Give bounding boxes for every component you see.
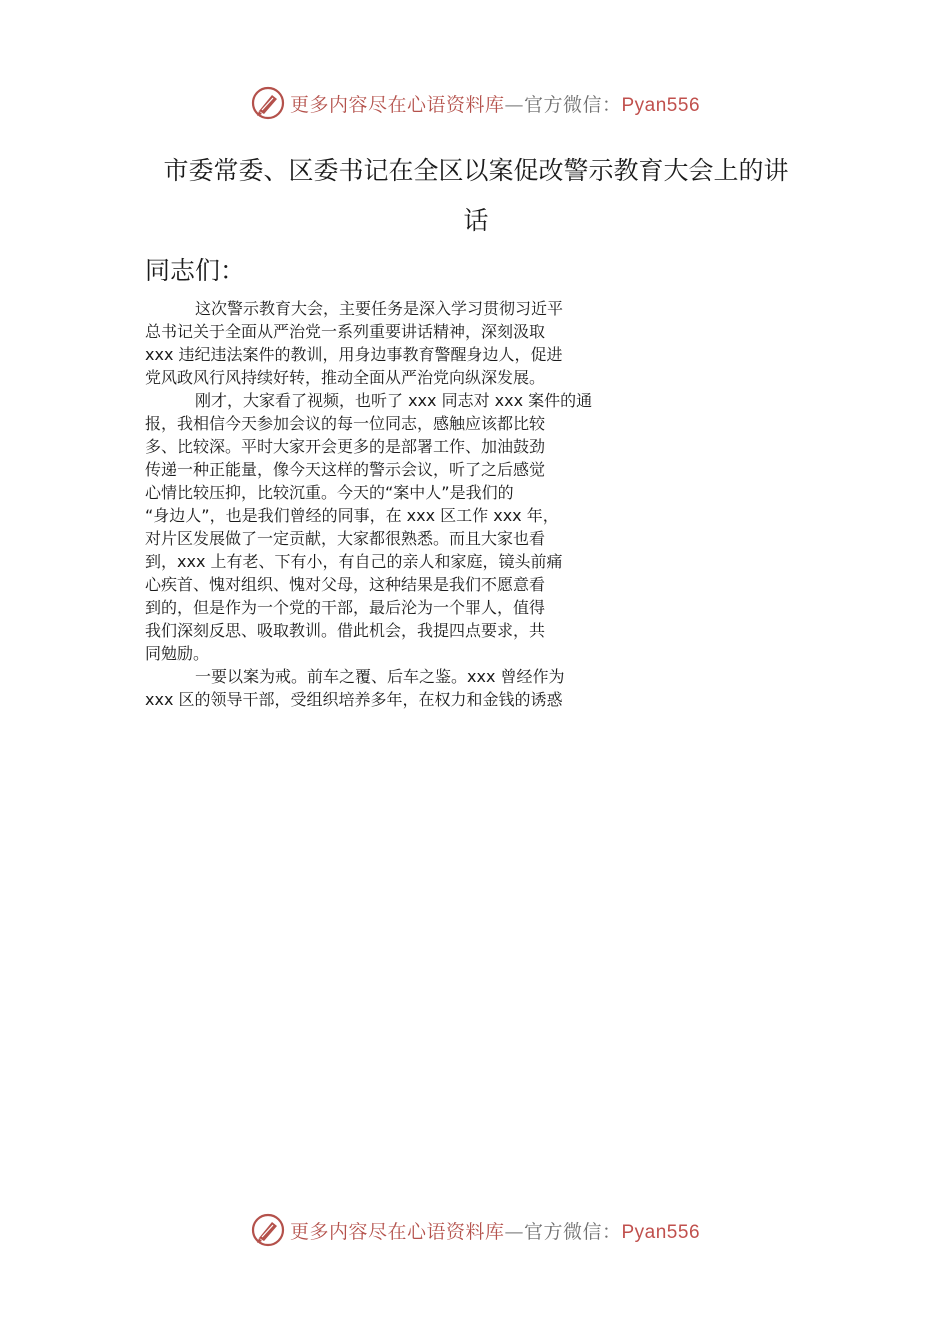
paragraph-line: 这次警示教育大会，主要任务是深入学习贯彻习近平 — [195, 299, 564, 318]
paragraph-line: xxx 区的领导干部，受组织培养多年，在权力和金钱的诱惑 — [145, 690, 563, 709]
document-title-continued: 话 — [463, 206, 489, 235]
greeting: 同志们： — [145, 256, 246, 285]
paragraph-line: 一要以案为戒。前车之覆、后车之鉴。xxx 曾经作为 — [195, 667, 565, 686]
paragraph-line: xxx 违纪违法案件的教训，用身边事教育警醒身边人，促进 — [145, 345, 563, 364]
paragraph-1 — [145, 296, 807, 388]
watermark-text: 更多内容尽在心语资料库 — [289, 1220, 505, 1243]
paragraph-line: 报，我相信今天参加会议的每一位同志，感触应该都比较 — [145, 414, 546, 433]
paragraph-line: 总书记关于全面从严治党一系列重要讲话精神，深刻汲取 — [145, 322, 546, 341]
watermark-text: 更多内容尽在心语资料库 — [289, 93, 505, 116]
paragraph-line: 多、比较深。平时大家开会更多的是部署工作、加油鼓劲 — [145, 437, 546, 456]
paragraph-line: 党风政风行风持续好转，推动全面从严治党向纵深发展。 — [145, 368, 546, 387]
footer-watermark — [0, 1210, 950, 1250]
watermark-wechat-id: Pyan556 — [621, 1221, 701, 1243]
pen-nib-logo-icon — [250, 85, 286, 121]
paragraph-3 — [145, 664, 807, 710]
header-watermark — [0, 83, 950, 123]
watermark-dash: — — [504, 93, 524, 116]
paragraph-line: 到，xxx 上有老、下有小，有自己的亲人和家庭，镜头前痛 — [145, 552, 563, 571]
document-title: 市委常委、区委书记在全区以案促改警示教育大会上的讲 — [163, 156, 789, 185]
watermark-dash: — — [504, 1220, 524, 1243]
paragraph-line: 同勉励。 — [145, 644, 210, 663]
paragraph-line: 刚才，大家看了视频，也听了 xxx 同志对 xxx 案件的通 — [195, 391, 593, 410]
paragraph-line: 传递一种正能量，像今天这样的警示会议，听了之后感觉 — [145, 460, 546, 479]
paragraph-line: 对片区发展做了一定贡献，大家都很熟悉。而且大家也看 — [145, 529, 546, 548]
paragraph-2 — [145, 388, 807, 664]
paragraph-line: “身边人”，也是我们曾经的同事，在 xxx 区工作 xxx 年， — [145, 506, 559, 525]
watermark-wechat-label: 官方微信： — [523, 1220, 622, 1243]
watermark-wechat-label: 官方微信： — [523, 93, 622, 116]
paragraph-line: 我们深刻反思、吸取教训。借此机会，我提四点要求，共 — [145, 621, 546, 640]
pen-nib-logo-icon — [250, 1212, 286, 1248]
watermark-wechat-id: Pyan556 — [621, 94, 701, 116]
paragraph-line: 心疾首、愧对组织、愧对父母，这种结果是我们不愿意看 — [145, 575, 546, 594]
paragraph-line: 到的，但是作为一个党的干部，最后沦为一个罪人，值得 — [145, 598, 546, 617]
document-body — [145, 146, 807, 710]
paragraph-line: 心情比较压抑，比较沉重。今天的“案中人”是我们的 — [145, 483, 514, 502]
